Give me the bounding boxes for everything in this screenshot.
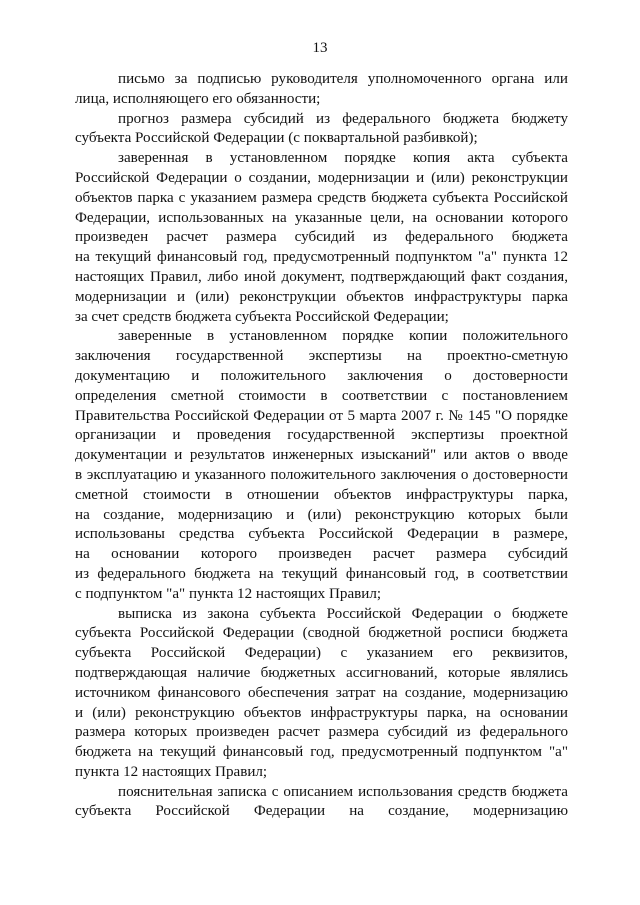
paragraph-line: произведен расчет размера субсидий из федерального бюджета [75, 229, 568, 246]
paragraph-line: подтверждающая наличие бюджетных ассигнований, которые являлись [75, 664, 568, 681]
paragraph-line: размера которых произведен расчет размера субсидий из федерального [75, 724, 568, 741]
paragraph-line: модернизации и (или) реконструкции объектов инфраструктуры парка [75, 288, 568, 305]
paragraph-line: бюджета на текущий финансовый год, предусмотренный подпунктом "а" [75, 744, 568, 761]
paragraph [75, 327, 568, 604]
paragraph-line: использованы средства субъекта Российской Федерации в размере, [75, 526, 568, 543]
paragraph-line: документацию и положительного заключения о достоверности [75, 367, 568, 384]
paragraph-line: настоящих Правил, либо иной документ, подтверждающий факт создания, [75, 268, 568, 285]
paragraph-line: выписка из закона субъекта Российской Федерации о бюджете [118, 605, 568, 622]
paragraph-line: на основании которого произведен расчет размера субсидий [75, 546, 568, 563]
document-body [75, 70, 568, 822]
paragraph-line: из федерального бюджета на текущий финансовый год, в соответствии [75, 565, 568, 582]
paragraph-line: Российской Федерации о создании, модернизации и (или) реконструкции [75, 169, 568, 186]
paragraph-line: заверенная в установленном порядке копия акта субъекта [118, 150, 568, 167]
paragraph [75, 605, 568, 783]
paragraph-line: письмо за подписью руководителя уполномоченного органа или [118, 71, 568, 87]
paragraph-line: объектов парка с указанием размера средств бюджета субъекта Российской [75, 189, 568, 206]
paragraph-line: сметной стоимости в отношении объектов инфраструктуры парка, [75, 486, 568, 503]
paragraph [75, 783, 568, 823]
paragraph-line: документации и результатов инженерных изысканий" или актов о вводе [75, 447, 568, 464]
paragraph-line: пункта 12 настоящих Правил; [75, 763, 268, 780]
paragraph-line: прогноз размера субсидий из федерального бюджета бюджету [118, 110, 568, 127]
paragraph-line: организации и проведения государственной экспертизы проектной [75, 427, 568, 444]
paragraph-line: определения сметной стоимости в соответствии с постановлением [75, 387, 568, 404]
paragraph-line: источником финансового обеспечения затрат на создание, модернизацию [75, 684, 568, 701]
paragraph-line: заключения государственной экспертизы на проектно-сметную [75, 348, 568, 365]
paragraph-line: на текущий финансовый год, предусмотренный подпунктом "а" пункта 12 [75, 249, 568, 266]
page-number: 13 [312, 40, 328, 56]
paragraph-line: пояснительная записка с описанием использования средств бюджета [118, 783, 568, 800]
paragraph-line: за счет средств бюджета субъекта Российской Федерации; [75, 308, 449, 325]
paragraph-line: Правительства Российской Федерации от 5 марта 2007 г. № 145 "О порядке [75, 407, 568, 424]
paragraph-line: субъекта Российской Федерации (с поквартальной разбивкой); [75, 130, 478, 147]
paragraph [75, 149, 568, 327]
paragraph-line: субъекта Российской Федерации) с указанием его реквизитов, [75, 645, 568, 662]
paragraph-line: субъекта Российской Федерации (сводной бюджетной росписи бюджета [75, 625, 568, 642]
paragraph-line: на создание, модернизацию и (или) реконструкцию которых были [75, 506, 568, 523]
paragraph-line: с подпунктом "а" пункта 12 настоящих Правил; [75, 585, 382, 602]
paragraph-line: заверенные в установленном порядке копии положительного [118, 328, 568, 345]
paragraph-line: субъекта Российской Федерации на создание, модернизацию [75, 803, 568, 820]
paragraph [75, 110, 568, 150]
paragraph-line: и (или) реконструкцию объектов инфраструктуры парка, на основании [75, 704, 568, 721]
paragraph-line: лица, исполняющего его обязанности; [75, 90, 321, 107]
paragraph [75, 70, 568, 110]
paragraph-line: в эксплуатацию и указанного положительного заключения о достоверности [75, 466, 568, 483]
paragraph-line: Федерации, использованных на указанные цели, на основании которого [75, 209, 568, 226]
